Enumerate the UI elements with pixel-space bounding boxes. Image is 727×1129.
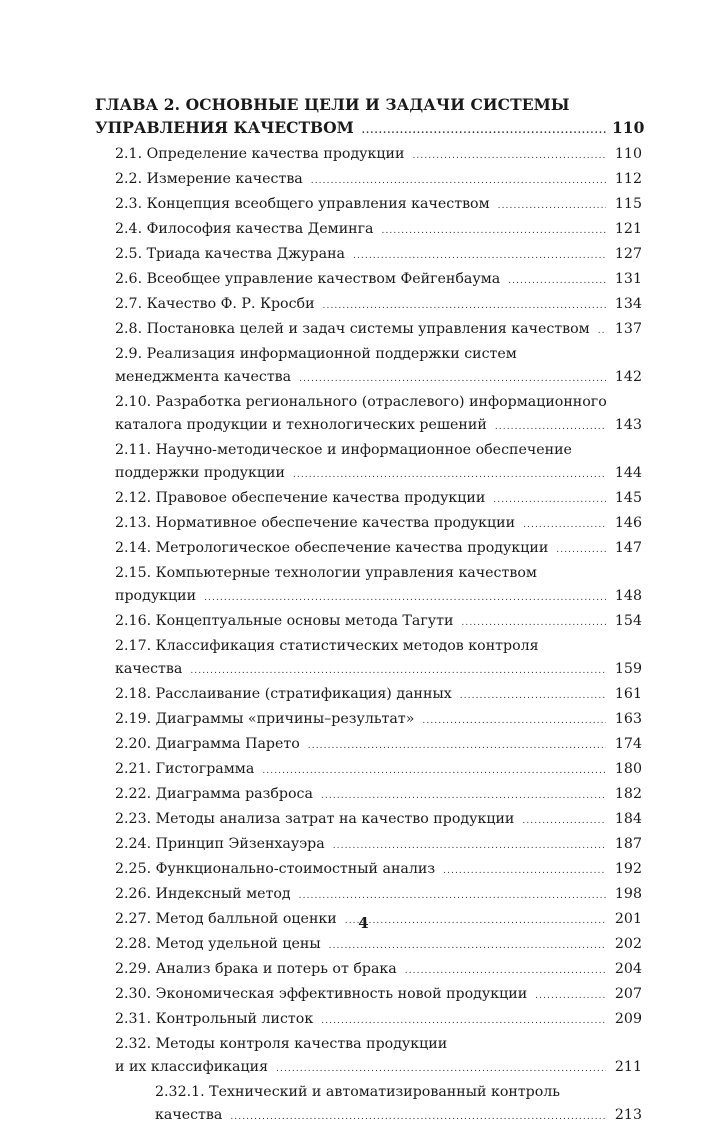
entry-title-line: 2.32.1. Технический и автоматизированный контроль (155, 1084, 561, 1100)
entry-title-line: 2.17. Классификация статистических методов контроля (115, 638, 539, 654)
dot-leader (333, 835, 606, 858)
dot-leader (353, 245, 606, 268)
toc-entry (95, 1104, 642, 1129)
toc-entry (95, 733, 642, 758)
dot-leader (382, 220, 607, 243)
entry-title: 2.14. Метрологическое обеспечение качества продукции (115, 540, 549, 556)
page-number: 134 (614, 296, 642, 312)
page-number: 192 (614, 861, 642, 877)
entry-title-line: 2.11. Научно-методическое и информационное обеспечение (115, 442, 572, 458)
toc-entry (95, 168, 642, 193)
entry-title: каталога продукции и технологических решений (115, 417, 487, 433)
page-number: 159 (614, 661, 642, 677)
page-number: 207 (614, 986, 642, 1002)
toc-entry (95, 958, 642, 983)
toc-entry (95, 883, 642, 908)
entry-title: 2.25. Функционально-стоимостный анализ (115, 861, 436, 877)
entry-title: 2.12. Правовое обеспечение качества продукции (115, 490, 486, 506)
page-number: 204 (614, 961, 642, 977)
entry-title: поддержки продукции (115, 465, 285, 481)
dot-leader (495, 416, 606, 439)
toc-entry (95, 585, 642, 610)
toc-entry (95, 1056, 642, 1081)
toc-entry (95, 833, 642, 858)
page-number: 209 (614, 1011, 642, 1027)
toc-list (95, 143, 642, 1129)
page-number: 121 (614, 221, 642, 237)
chapter-heading: ГЛАВА 2. ОСНОВНЫЕ ЦЕЛИ И ЗАДАЧИ СИСТЕМЫ (95, 95, 570, 114)
dot-leader (522, 810, 606, 833)
toc-entry (95, 983, 642, 1008)
toc-entry (95, 462, 642, 487)
entry-title: 2.1. Определение качества продукции (115, 146, 405, 162)
dot-leader (323, 295, 606, 318)
entry-title: 2.24. Принцип Эйзенхауэра (115, 836, 325, 852)
entry-title: 2.22. Диаграмма разброса (115, 786, 313, 802)
entry-title: 2.16. Концептуальные основы метода Тагути (115, 613, 454, 629)
toc-entry (95, 366, 642, 391)
page-number: 182 (614, 786, 642, 802)
entry-title: и их классификация (115, 1059, 269, 1075)
toc-entry (95, 783, 642, 808)
entry-title: 2.13. Нормативное обеспечение качества продукции (115, 515, 516, 531)
entry-title: 2.19. Диаграммы «причины–результат» (115, 711, 415, 727)
entry-title: продукции (115, 588, 197, 604)
page-number: 146 (614, 515, 642, 531)
entry-title: 2.26. Индексный метод (115, 886, 291, 902)
page-number: 211 (614, 1059, 642, 1075)
toc-entry (95, 1008, 642, 1033)
page-number: 201 (614, 911, 642, 927)
entry-title: 2.29. Анализ брака и потерь от брака (115, 961, 397, 977)
toc-entry (95, 933, 642, 958)
page-number: 131 (614, 271, 642, 287)
page-number: 213 (614, 1107, 642, 1123)
dot-leader (523, 514, 606, 537)
toc-page (95, 93, 645, 1129)
page-number: 145 (614, 490, 642, 506)
dot-leader (262, 760, 606, 783)
dot-leader (535, 985, 606, 1008)
toc-entry (95, 293, 642, 318)
entry-title-line: 2.15. Компьютерные технологии управления качеством (115, 565, 537, 581)
toc-entry (95, 808, 642, 833)
dot-leader (329, 935, 606, 958)
toc-entry (95, 708, 642, 733)
toc-entry (95, 610, 642, 635)
dot-leader (362, 120, 606, 143)
dot-leader (308, 735, 606, 758)
page-number: 198 (614, 886, 642, 902)
dot-leader (598, 320, 606, 343)
dot-leader (230, 1106, 606, 1129)
toc-entry (95, 683, 642, 708)
page-number: 142 (614, 369, 642, 385)
dot-leader (190, 660, 606, 683)
entry-title: 2.31. Контрольный листок (115, 1011, 314, 1027)
page-number: 148 (614, 588, 642, 604)
dot-leader (321, 785, 606, 808)
entry-title: 2.27. Метод балльной оценки (115, 911, 337, 927)
toc-entry (95, 143, 642, 168)
entry-title: 2.23. Методы анализа затрат на качество продукции (115, 811, 515, 827)
toc-entry (95, 858, 642, 883)
page-number: 143 (614, 417, 642, 433)
dot-leader (498, 195, 606, 218)
entry-title: 2.6. Всеобщее управление качеством Фейгенбаума (115, 271, 501, 287)
dot-leader (299, 368, 606, 391)
entry-title: 2.18. Расслаивание (стратификация) данных (115, 686, 452, 702)
toc-entry (95, 537, 642, 562)
page-number: 180 (614, 761, 642, 777)
dot-leader (276, 1058, 606, 1081)
entry-title-line: 2.32. Методы контроля качества продукции (115, 1036, 448, 1052)
chapter-title: УПРАВЛЕНИЯ КАЧЕСТВОМ (95, 118, 354, 137)
chapter-entry (95, 116, 645, 143)
entry-title: 2.5. Триада качества Джурана (115, 246, 345, 262)
entry-title: 2.3. Концепция всеобщего управления качеством (115, 196, 490, 212)
dot-leader (412, 145, 606, 168)
entry-title: 2.21. Гистограмма (115, 761, 255, 777)
entry-title: 2.30. Экономическая эффективность новой продукции (115, 986, 528, 1002)
page-number: 115 (614, 196, 642, 212)
page-number: 163 (614, 711, 642, 727)
page-number: 187 (614, 836, 642, 852)
toc-entry (95, 758, 642, 783)
entry-title-line: 2.10. Разработка регионального (отраслевого) информационного (115, 394, 607, 410)
dot-leader (461, 612, 606, 635)
dot-leader (493, 489, 606, 512)
entry-title: 2.4. Философия качества Деминга (115, 221, 374, 237)
page-number: 174 (614, 736, 642, 752)
entry-title: менеджмента качества (115, 369, 292, 385)
page-number: 110 (612, 118, 645, 137)
dot-leader (405, 960, 606, 983)
entry-title: 2.20. Диаграмма Парето (115, 736, 300, 752)
dot-leader (508, 270, 606, 293)
entry-title: качества (155, 1107, 223, 1123)
toc-entry (95, 218, 642, 243)
entry-title: качества (115, 661, 183, 677)
dot-leader (311, 170, 606, 193)
dot-leader (443, 860, 606, 883)
toc-entry (95, 268, 642, 293)
page-folio: 4 (358, 914, 369, 932)
toc-entry (95, 414, 642, 439)
page-number: 184 (614, 811, 642, 827)
toc-entry (95, 658, 642, 683)
entry-title-line: 2.9. Реализация информационной поддержки систем (115, 346, 517, 362)
page-number: 110 (614, 146, 642, 162)
toc-entry (95, 193, 642, 218)
dot-leader (299, 885, 606, 908)
toc-entry (95, 243, 642, 268)
toc-entry (95, 512, 642, 537)
toc-entry (95, 487, 642, 512)
page-number: 112 (614, 171, 642, 187)
page-number: 144 (614, 465, 642, 481)
dot-leader (556, 539, 606, 562)
page-number: 202 (614, 936, 642, 952)
page-number: 161 (614, 686, 642, 702)
entry-title: 2.28. Метод удельной цены (115, 936, 321, 952)
dot-leader (422, 710, 606, 733)
entry-title: 2.7. Качество Ф. Р. Кросби (115, 296, 315, 312)
toc-entry (95, 318, 642, 343)
entry-title: 2.8. Постановка целей и задач системы управления качеством (115, 321, 590, 337)
dot-leader (293, 464, 606, 487)
page-number: 137 (614, 321, 642, 337)
page-number: 154 (614, 613, 642, 629)
dot-leader (460, 685, 606, 708)
entry-title: 2.2. Измерение качества (115, 171, 303, 187)
page-number: 127 (614, 246, 642, 262)
dot-leader (204, 587, 606, 610)
page-number: 147 (614, 540, 642, 556)
dot-leader (321, 1010, 606, 1033)
